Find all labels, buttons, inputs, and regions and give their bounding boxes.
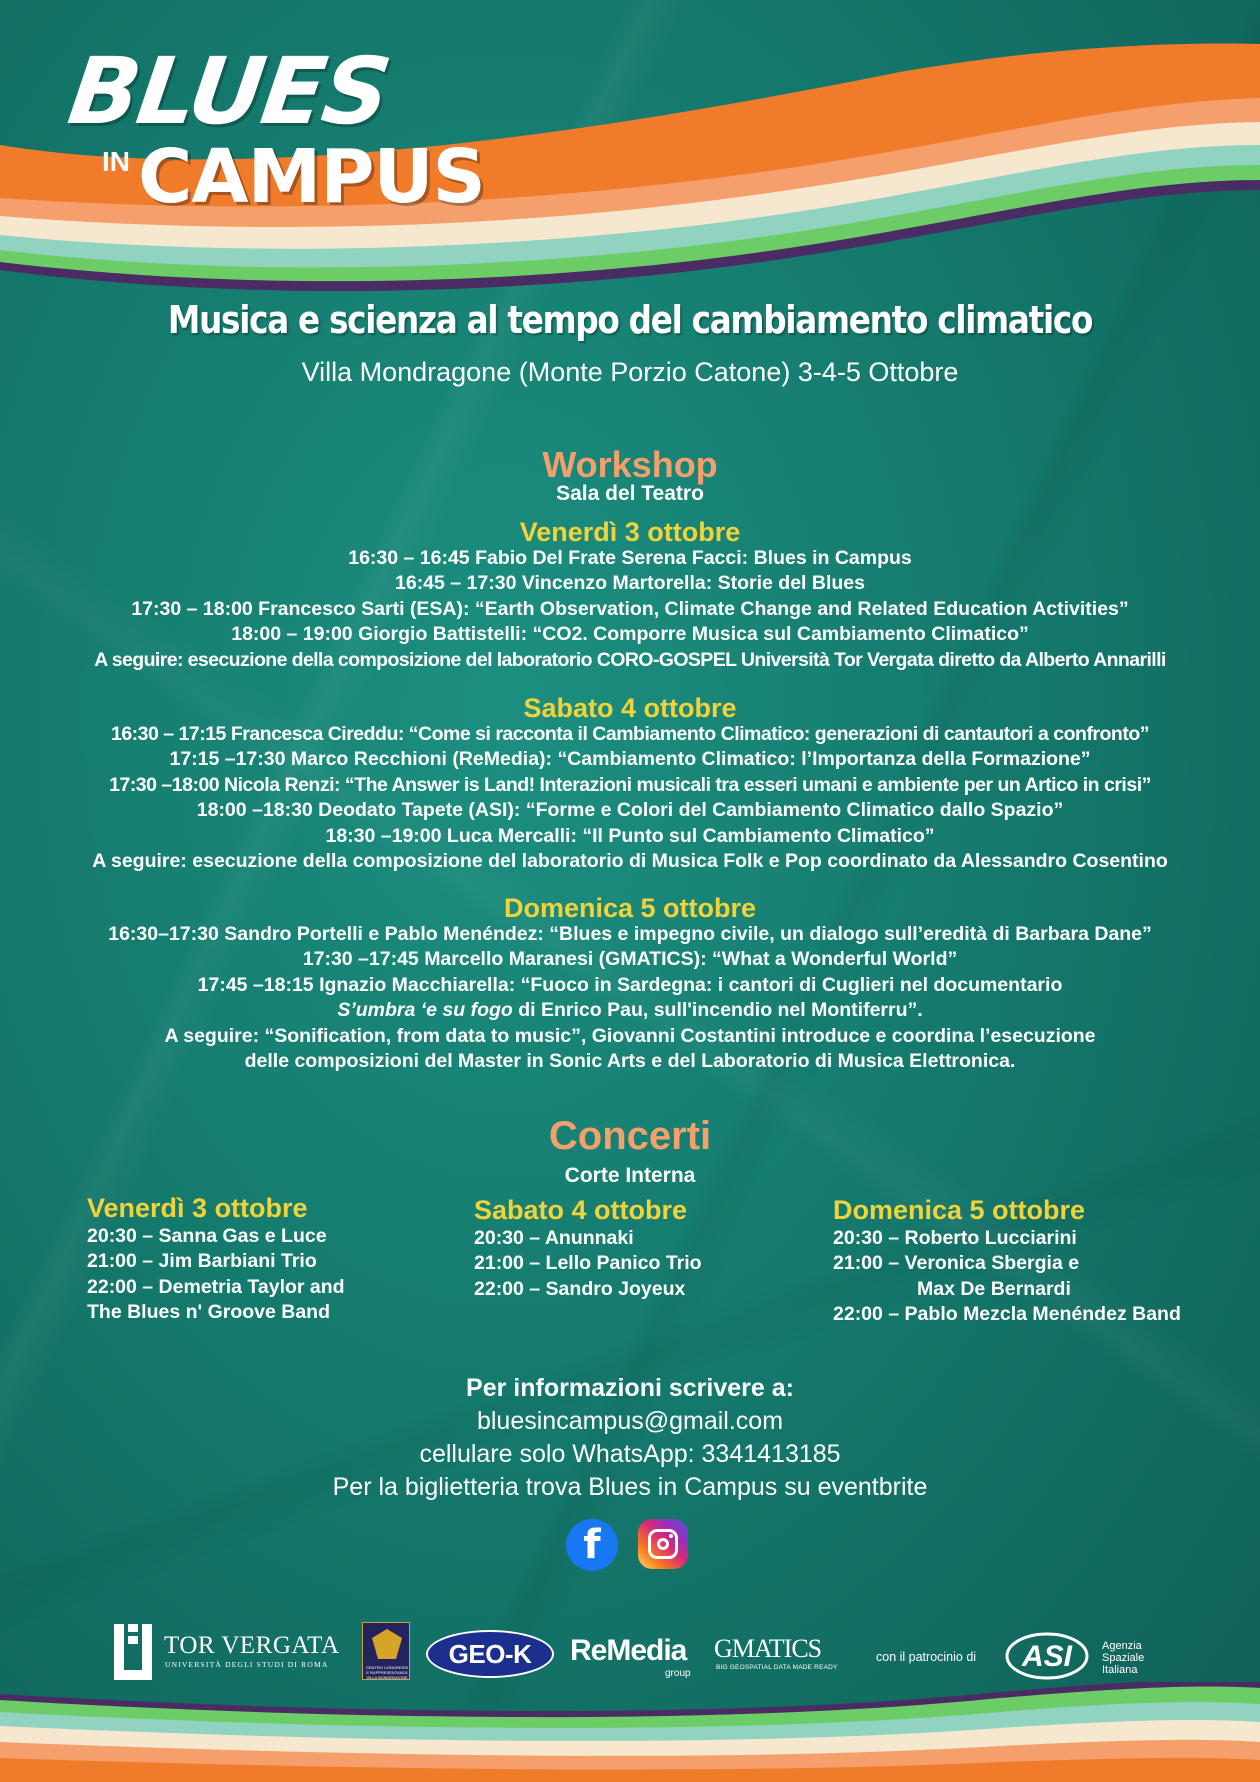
logo-blues: BLUES xyxy=(62,38,396,145)
schedule-row: A seguire: “Sonification, from data to music”, Giovanni Costantini introduce e coordina l’esecuzione xyxy=(164,1024,1096,1047)
info-email[interactable]: bluesincampus@gmail.com xyxy=(476,1407,784,1435)
tor-vergata-mark-icon xyxy=(114,1624,152,1680)
bottom-wave-band xyxy=(0,1682,1260,1782)
schedule-row: 16:45 – 17:30 Vincenzo Martorella: Storie del Blues xyxy=(395,572,865,594)
workshop-sunday xyxy=(60,893,1200,1075)
schedule-row: delle composizioni del Master in Sonic Arts e del Laboratorio di Musica Elettronica. xyxy=(244,1050,1016,1072)
concert-row: 22:00 – Pablo Mezcla Menéndez Band xyxy=(833,1303,1181,1325)
concerts-sunday xyxy=(833,1195,1181,1328)
concerts-place: Corte Interna xyxy=(564,1164,696,1187)
film-title: S’umbra ‘e su fogo xyxy=(337,999,513,1021)
schedule-row: 16:30–17:30 Sandro Portelli e Pablo Menéndez: “Blues e impegno civile, un dialogo sull’eredità di Barbara Dane” xyxy=(108,922,1152,945)
asi-logo-text: ASI xyxy=(1021,1640,1073,1673)
concert-row: 21:00 – Lello Panico Trio xyxy=(474,1252,702,1274)
day-heading: Domenica 5 ottobre xyxy=(503,893,757,923)
schedule-row: 16:30 – 17:15 Francesca Cireddu: “Come si racconta il Cambiamento Climatico: generazioni di cantautori a confronto” xyxy=(110,722,1150,745)
asi-name xyxy=(1102,1640,1144,1676)
concert-row: 20:30 – Sanna Gas e Luce xyxy=(87,1224,327,1247)
instagram-camera-glyph xyxy=(648,1529,678,1559)
schedule-row: 18:30 –19:00 Luca Mercalli: “Il Punto sul Cambiamento Climatico” xyxy=(325,824,935,847)
gmatics-logo: GMATICS xyxy=(714,1634,822,1663)
schedule-row: 17:30 – 18:00 Francesco Sarti (ESA): “Earth Observation, Climate Change and Related Education Activities” xyxy=(131,597,1129,620)
schedule-row: 17:15 –17:30 Marco Recchioni (ReMedia): “Cambiamento Climatico: l’Importanza della Formazione” xyxy=(169,748,1091,770)
workshop-heading: Workshop xyxy=(542,444,718,485)
remedia-logo: ReMedia xyxy=(570,1634,687,1667)
schedule-row: 16:30 – 16:45 Fabio Del Frate Serena Facci: Blues in Campus xyxy=(348,546,912,569)
gmatics-subtitle: BIG GEOSPATIAL DATA MADE READY xyxy=(716,1664,838,1671)
workshop-saturday xyxy=(60,693,1200,875)
facebook-icon[interactable]: f xyxy=(566,1519,618,1571)
villa-mondragone-label: CENTRO CONGRESSI E RAPPRESENTANZA VILLA MONDRAGONE xyxy=(365,1665,408,1680)
day-heading: Venerdì 3 ottobre xyxy=(519,517,741,547)
schedule-row xyxy=(60,998,1200,1024)
schedule-row: 17:45 –18:15 Ignazio Macchiarella: “Fuoco in Sardegna: i cantori di Cuglieri nel documentario xyxy=(197,973,1063,996)
schedule-row: 18:00 –18:30 Deodato Tapete (ASI): “Forme e Colori del Cambiamento Climatico dallo Spazio” xyxy=(196,799,1064,821)
info-phone: cellulare solo WhatsApp: 3341413185 xyxy=(419,1440,841,1468)
concert-row: 21:00 – Jim Barbiani Trio xyxy=(87,1250,317,1272)
concert-row: 20:30 – Roberto Lucciarini xyxy=(833,1226,1077,1249)
crest-icon xyxy=(372,1629,402,1659)
day-heading: Venerdì 3 ottobre xyxy=(87,1193,308,1223)
asi-name-line: Italiana xyxy=(1102,1664,1138,1676)
remedia-subtitle: group xyxy=(665,1668,691,1679)
logo-campus: CAMPUS xyxy=(138,134,485,220)
info-heading: Per informazioni scrivere a: xyxy=(466,1374,794,1402)
page-title: Musica e scienza al tempo del cambiamento climatico xyxy=(167,298,1093,342)
tor-vergata-logo: TOR VERGATA xyxy=(164,1632,340,1659)
concert-row: 20:30 – Anunnaki xyxy=(474,1226,634,1249)
logo-in: IN xyxy=(102,146,130,177)
blues-in-campus-logo xyxy=(62,38,485,220)
geok-logo: GEO-K xyxy=(426,1630,554,1678)
concert-row: Max De Bernardi xyxy=(917,1277,1071,1300)
day-heading: Sabato 4 ottobre xyxy=(523,693,737,723)
concert-row: 21:00 – Veronica Sbergia e xyxy=(833,1252,1080,1274)
concerts-heading: Concerti xyxy=(548,1114,712,1158)
sponsor-logos xyxy=(0,1618,1260,1688)
concerts-saturday xyxy=(474,1195,702,1302)
asi-name-line: Spaziale xyxy=(1102,1652,1145,1664)
concerts-friday xyxy=(87,1193,345,1326)
workshop-friday xyxy=(60,517,1200,673)
schedule-row: 18:00 – 19:00 Giorgio Battistelli: “CO2. Comporre Musica sul Cambiamento Climatico” xyxy=(231,623,1029,645)
film-description: di Enrico Pau, sull'incendio nel Montiferru”. xyxy=(512,999,923,1021)
tor-vergata-subtitle: UNIVERSITÀ DEGLI STUDI DI ROMA xyxy=(165,1660,329,1669)
workshop-place: Sala del Teatro xyxy=(556,482,704,505)
asi-logo-icon xyxy=(1002,1626,1092,1682)
day-heading: Domenica 5 ottobre xyxy=(833,1195,1086,1225)
concert-row: 22:00 – Demetria Taylor and xyxy=(87,1275,345,1298)
day-heading: Sabato 4 ottobre xyxy=(474,1195,688,1225)
concert-row: The Blues n' Groove Band xyxy=(87,1301,331,1323)
schedule-row: A seguire: esecuzione della composizione del laboratorio di Musica Folk e Pop coordinato da Alessandro Cosentino xyxy=(92,850,1168,872)
page-subtitle: Villa Mondragone (Monte Porzio Catone) 3-4-5 Ottobre xyxy=(301,357,959,387)
asi-name-line: Agenzia xyxy=(1102,1640,1142,1652)
villa-mondragone-crest xyxy=(362,1622,410,1680)
patronage-label: con il patrocinio di xyxy=(876,1650,977,1664)
info-tickets: Per la biglietteria trova Blues in Campus su eventbrite xyxy=(332,1473,928,1501)
concert-row: 22:00 – Sandro Joyeux xyxy=(474,1277,686,1300)
schedule-row: 17:30 –18:00 Nicola Renzi: “The Answer is Land! Interazioni musicali tra esseri umani e ambiente per un Artico in crisi” xyxy=(109,773,1151,796)
social-links xyxy=(566,1519,688,1571)
info-block xyxy=(0,1372,1260,1504)
schedule-row: 17:30 –17:45 Marcello Maranesi (GMATICS): “What a Wonderful World” xyxy=(302,948,958,970)
instagram-icon[interactable] xyxy=(638,1519,688,1569)
schedule-row: A seguire: esecuzione della composizione del laboratorio CORO-GOSPEL Università Tor Vergata diretto da Alberto Annarilli xyxy=(94,648,1166,671)
